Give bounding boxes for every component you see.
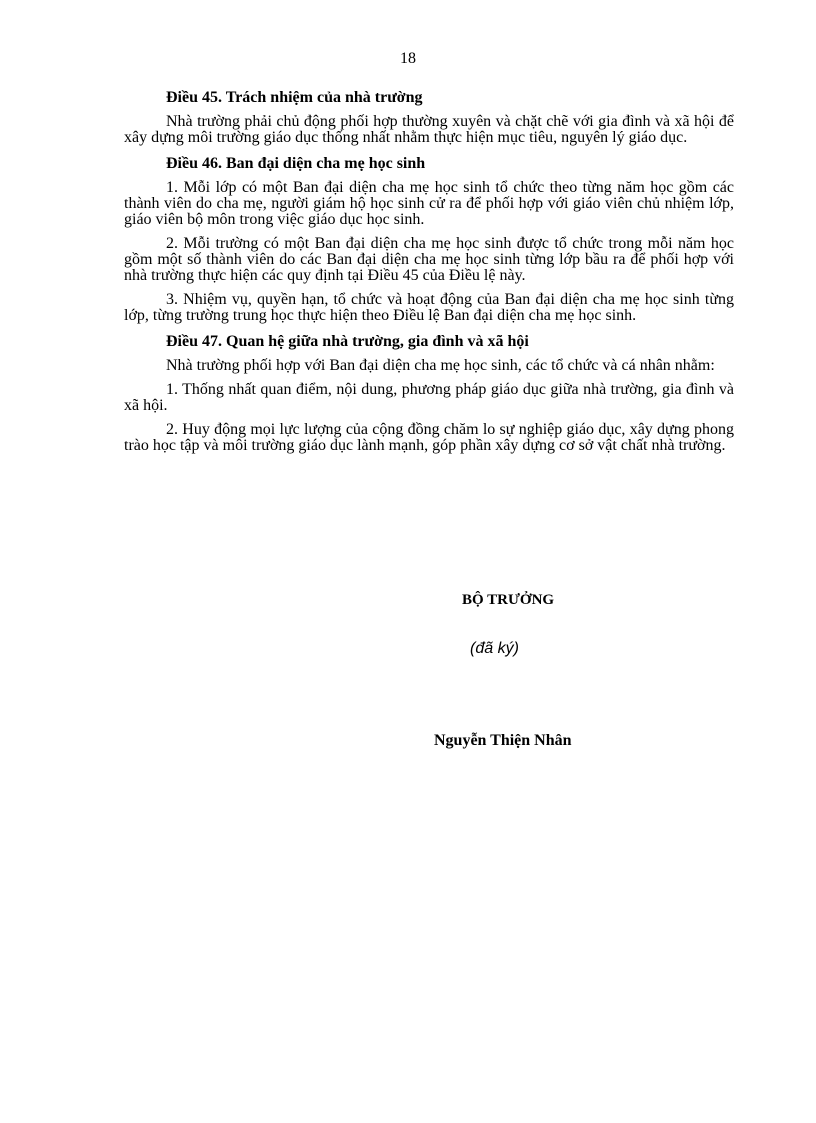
article-46 (124, 154, 734, 324)
article-heading: Điều 45. Trách nhiệm của nhà trường (166, 89, 423, 106)
paragraph: 1. Thống nhất quan điểm, nội dung, phương pháp giáo dục giữa nhà trường, gia đình và xã hội. (124, 381, 734, 414)
article-heading: Điều 46. Ban đại diện cha mẹ học sinh (166, 155, 426, 172)
paragraph: 1. Mỗi lớp có một Ban đại diện cha mẹ học sinh tổ chức theo từng năm học gồm các thành viên do cha mẹ, người giám hộ học sinh cử ra để phối hợp với giáo viên chủ nhiệm lớp, giáo viên bộ môn trong việc giáo dục học sinh. (124, 179, 734, 228)
signature-note: (đã ký) (470, 640, 519, 657)
paragraph: Nhà trường phối hợp với Ban đại diện cha mẹ học sinh, các tổ chức và cá nhân nhằm: (166, 357, 715, 374)
article-47 (124, 332, 734, 454)
signature-title: BỘ TRƯỞNG (462, 592, 555, 608)
paragraph: Nhà trường phải chủ động phối hợp thường xuyên và chặt chẽ với gia đình và xã hội để xây dựng môi trường giáo dục thống nhất nhằm thực hiện mục tiêu, nguyên lý giáo dục. (124, 113, 734, 146)
article-heading: Điều 47. Quan hệ giữa nhà trường, gia đình và xã hội (166, 333, 529, 350)
paragraph: 3. Nhiệm vụ, quyền hạn, tổ chức và hoạt động của Ban đại diện cha mẹ học sinh từng lớp, từng trường trung học thực hiện theo Điều lệ Ban đại diện cha mẹ học sinh. (124, 291, 734, 324)
paragraph: 2. Huy động mọi lực lượng của cộng đồng chăm lo sự nghiệp giáo dục, xây dựng phong trào học tập và môi trường giáo dục lành mạnh, góp phần xây dựng cơ sở vật chất nhà trường. (124, 421, 734, 454)
page-number: 18 (400, 50, 416, 67)
signatory-name: Nguyễn Thiện Nhân (434, 732, 572, 749)
article-45 (124, 88, 734, 146)
document-body (124, 88, 734, 462)
paragraph: 2. Mỗi trường có một Ban đại diện cha mẹ học sinh được tổ chức trong mỗi năm học gồm một số thành viên do các Ban đại diện cha mẹ học sinh từng lớp bầu ra để phối hợp với nhà trường thực hiện các quy định tại Điều 45 của Điều lệ này. (124, 235, 734, 284)
